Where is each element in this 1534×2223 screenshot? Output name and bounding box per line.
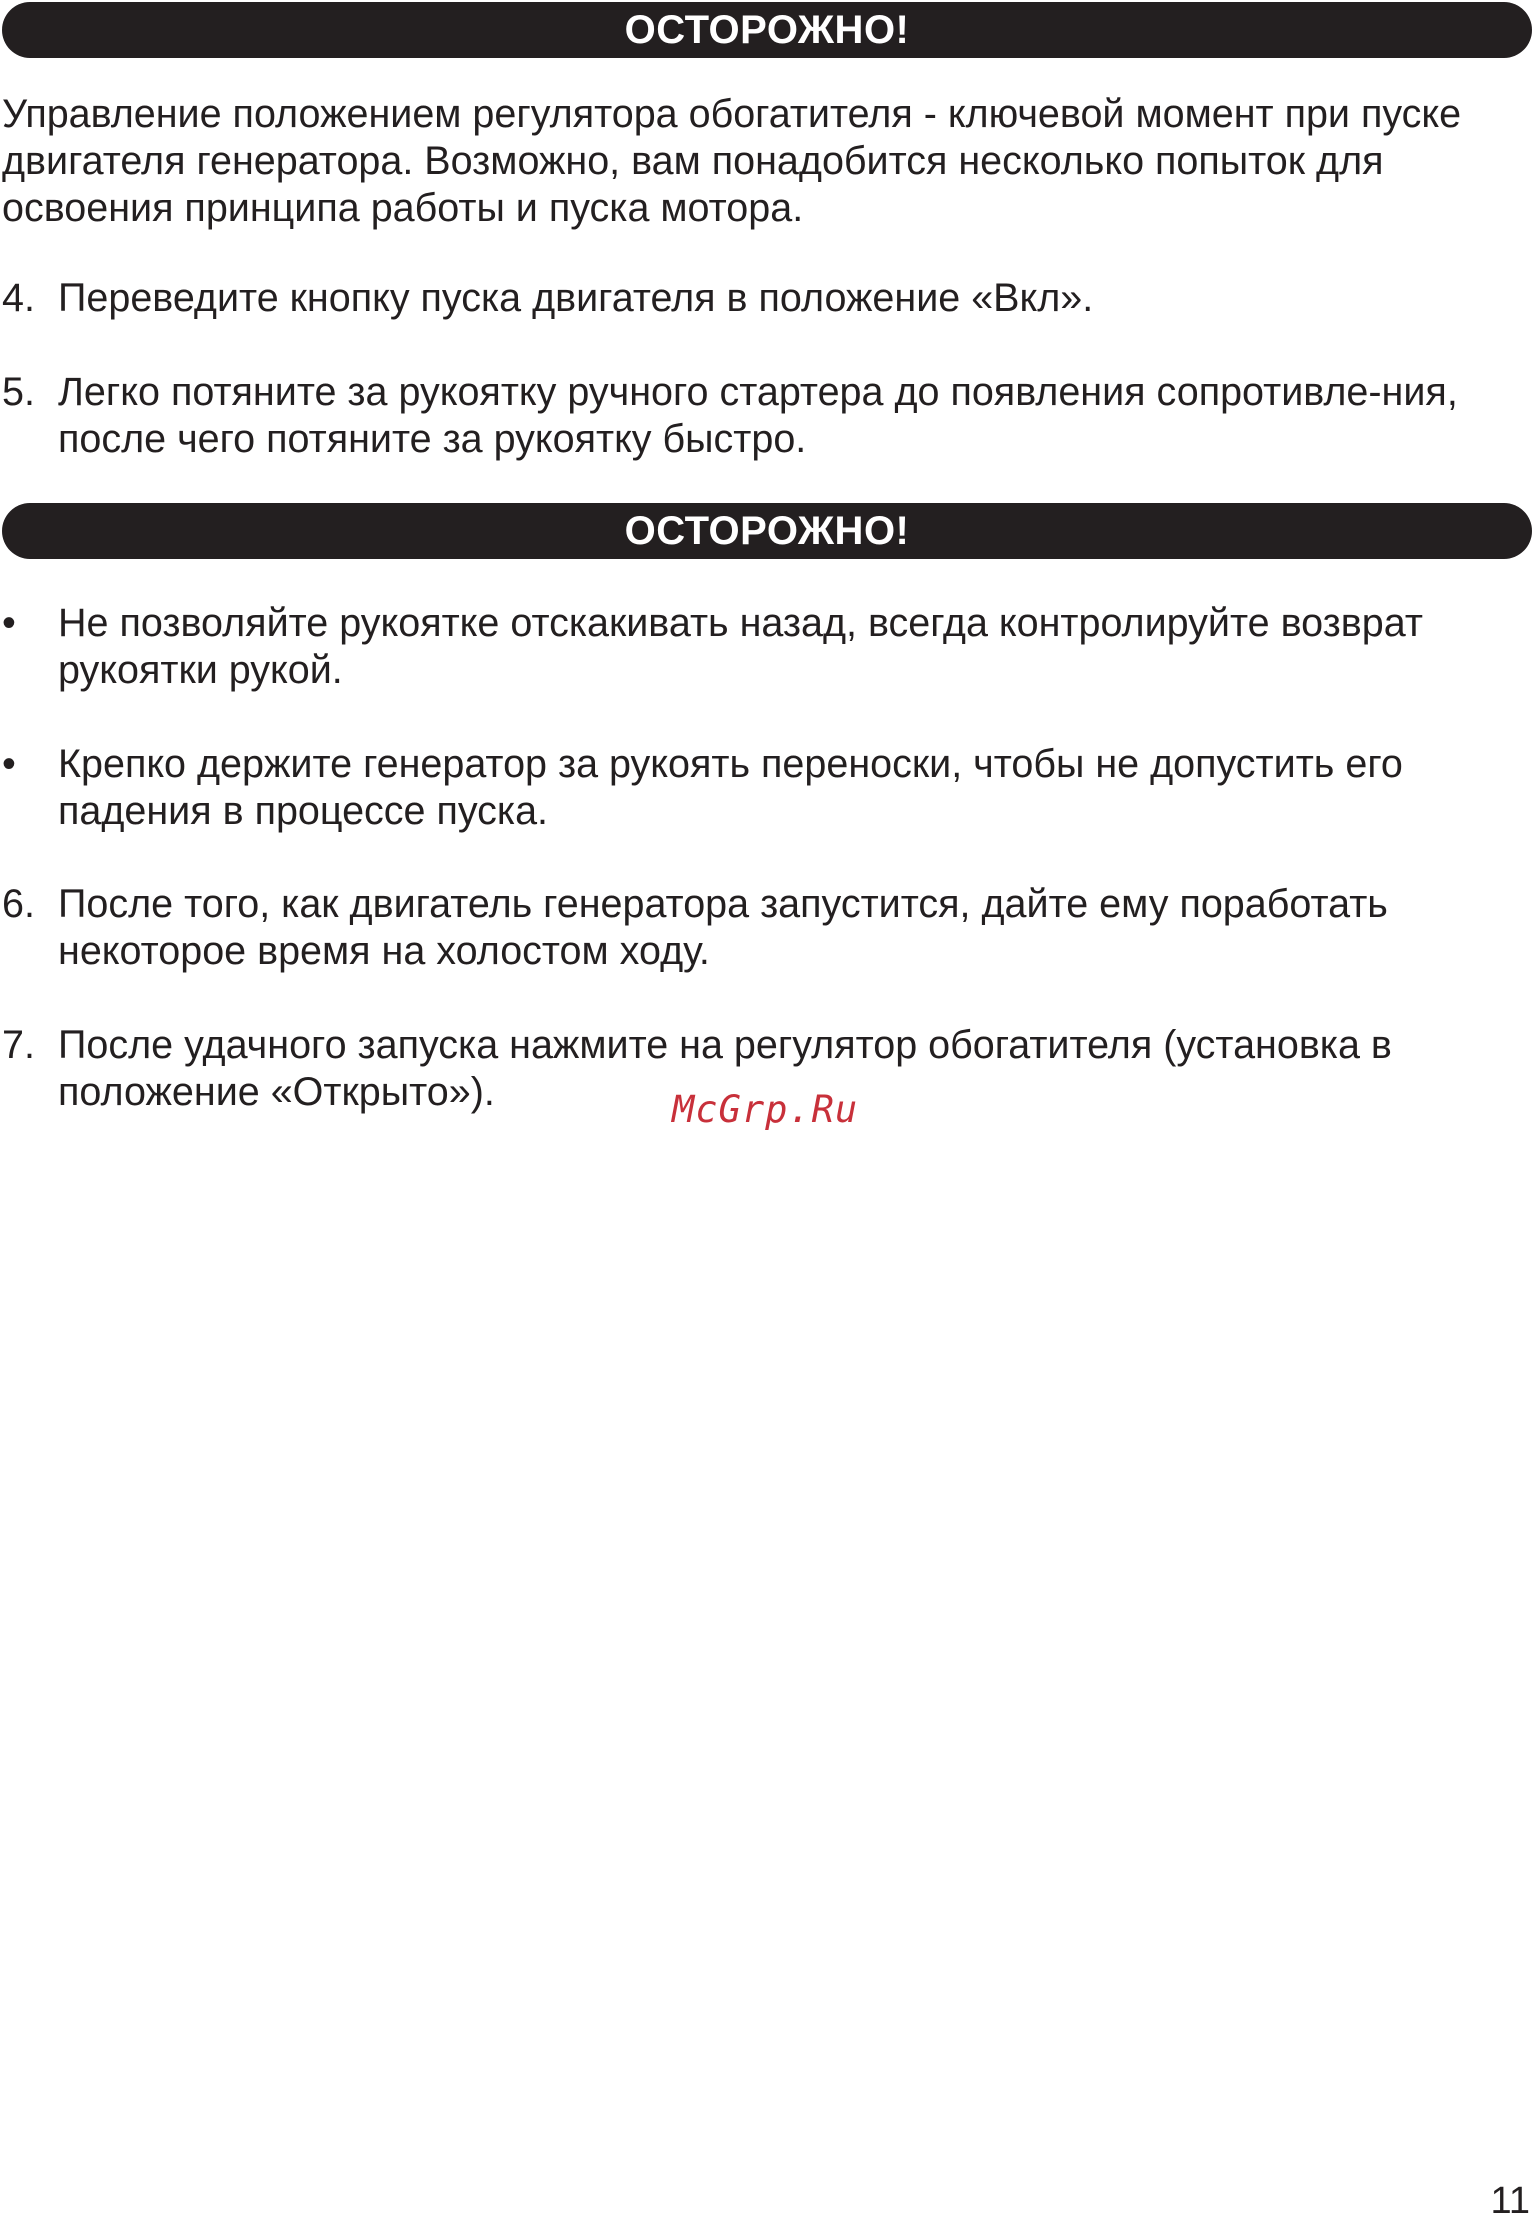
warning-banner [2,2,1532,58]
step-number: 5. [2,370,35,414]
step-number: 7. [2,1023,35,1067]
warning-bullet [2,741,1522,835]
watermark: McGrp.Ru [672,1088,859,1131]
warning-banner-title: ОСТОРОЖНО! [624,7,910,52]
step-5 [2,369,1522,463]
bullet-icon: • [2,742,16,786]
step-text: Легко потяните за рукоятку ручного стартера до появления сопротивле-ния, после чего потяните за рукоятку быстро. [58,370,1458,461]
step-text: После удачного запуска нажмите на регулятор обогатителя (установка в положение «Открыто»). [58,1023,1392,1114]
warning-bullet [2,600,1522,694]
step-number: 4. [2,276,35,320]
step-text: Переведите кнопку пуска двигателя в положение «Вкл». [58,276,1094,320]
warning-banner [2,503,1532,559]
bullet-text: Крепко держите генератор за рукоять переноски, чтобы не допустить его падения в процессе пуска. [58,742,1403,833]
step-number: 6. [2,882,35,926]
page-number: 11 [1490,2180,1530,2222]
warning-banner-title: ОСТОРОЖНО! [624,508,910,553]
bullet-icon: • [2,601,16,645]
bullet-text: Не позволяйте рукоятке отскакивать назад, всегда контролируйте возврат рукоятки рукой. [58,601,1423,692]
step-4 [2,275,1522,322]
intro-paragraph: Управление положением регулятора обогатителя - ключевой момент при пуске двигателя генератора. Возможно, вам понадобится несколько попыток для освоения принципа работы и пуска мотора. [2,92,1462,230]
step-6 [2,881,1522,975]
step-text: После того, как двигатель генератора запустится, дайте ему поработать некоторое время на холостом ходу. [58,882,1388,973]
